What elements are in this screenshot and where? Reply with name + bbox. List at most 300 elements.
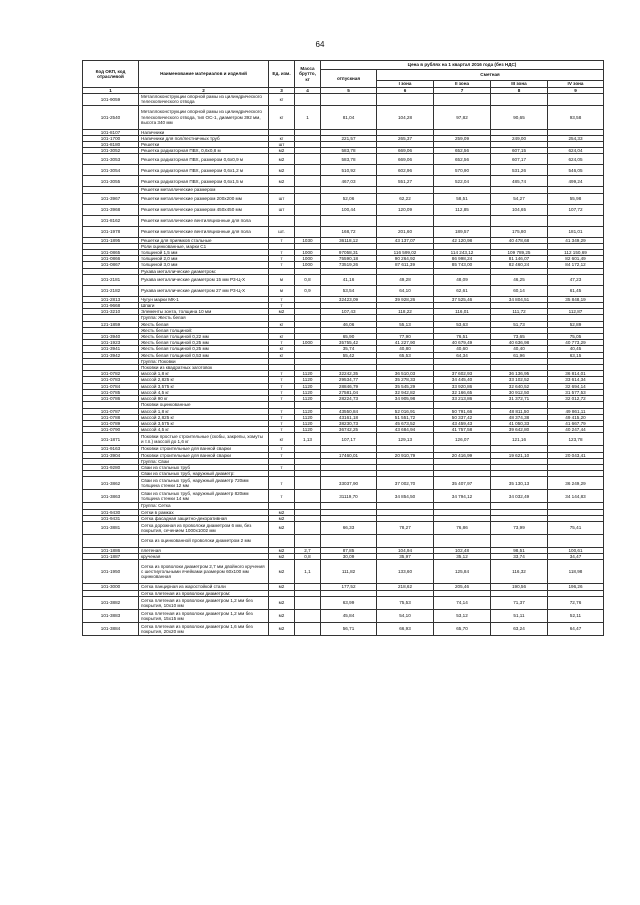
price-otpusk-cell: 55,42 <box>321 352 377 358</box>
price-zone-cell: 50 337,42 <box>434 414 491 420</box>
price-zone-cell: 546,05 <box>548 165 604 176</box>
code-cell: 101-0790 <box>83 427 139 433</box>
name-cell: Решетка радиаторная ПВХ, размером 0,6х1,2 м <box>139 165 269 176</box>
unit-cell: шт. <box>269 226 295 237</box>
table-row <box>83 340 604 346</box>
price-otpusk-cell: 65,90 <box>321 334 377 340</box>
table-row <box>83 414 604 420</box>
price-zone-cell: 607,15 <box>491 148 548 154</box>
price-zone-cell: 55,13 <box>377 321 434 327</box>
unit-cell: т <box>269 383 295 389</box>
unit-cell: кг <box>269 433 295 446</box>
price-zone-cell: 602,96 <box>377 165 434 176</box>
price-zone-cell: 74,14 <box>434 596 491 609</box>
mass-cell: 0,8 <box>295 274 321 285</box>
name-cell: Жесть белая толщиной 0,25 мм <box>139 340 269 346</box>
price-zone-cell: 37 002,70 <box>377 477 434 490</box>
name-cell: Группа: Сетка <box>139 503 269 509</box>
code-cell: 101-3862 <box>83 477 139 490</box>
price-zone-cell: 61,96 <box>491 352 548 358</box>
price-zone-cell: 41 349,29 <box>548 237 604 243</box>
code-cell: 101-3968 <box>83 204 139 215</box>
price-zone-cell: 34 032,49 <box>491 490 548 503</box>
price-zone-cell: 48 374,38 <box>491 414 548 420</box>
header-zone: I зона <box>377 81 434 88</box>
price-zone-cell: 39 928,26 <box>377 296 434 302</box>
name-cell: Решетки металлические вентиляционные для пола <box>139 226 269 237</box>
price-zone-cell: 531,26 <box>491 165 548 176</box>
price-zone-cell: 54,27 <box>491 193 548 204</box>
price-zone-cell: 522,04 <box>434 176 491 187</box>
code-cell: 101-3054 <box>83 165 139 176</box>
name-cell: массой 1,8 кг <box>139 371 269 377</box>
price-zone-cell <box>491 534 548 547</box>
code-cell: 101-9668 <box>83 303 139 309</box>
price-otpusk-cell: 168,72 <box>321 226 377 237</box>
name-cell: Поковки простые строительные (скобы, закрепы, хомуты и т.п.) массой до 1,6 кг <box>139 433 269 446</box>
price-zone-cell: 73,65 <box>491 334 548 340</box>
column-index: 4 <box>295 88 321 94</box>
mass-cell <box>295 490 321 503</box>
price-otpusk-cell: 583,78 <box>321 154 377 165</box>
name-cell: Роли оцинкованные, марки С1 <box>139 243 269 249</box>
table-row <box>83 193 604 204</box>
price-zone-cell: 47,23 <box>548 274 604 285</box>
price-otpusk-cell: 221,57 <box>321 135 377 141</box>
unit-cell: т <box>269 477 295 490</box>
name-cell: Рукава металлические диаметром: <box>139 268 269 274</box>
code-cell: 101-0785 <box>83 389 139 395</box>
price-zone-cell: 34 854,50 <box>377 490 434 503</box>
price-otpusk-cell: 27581,04 <box>321 389 377 395</box>
code-cell: 101-3210 <box>83 309 139 315</box>
price-zone-cell: 196,26 <box>548 584 604 590</box>
price-zone-cell: 97,82 <box>434 105 491 129</box>
price-otpusk-cell: 35755,42 <box>321 340 377 346</box>
price-zone-cell: 86 998,24 <box>434 256 491 262</box>
mass-cell <box>295 596 321 609</box>
table-row <box>83 237 604 243</box>
name-cell: плетеная <box>139 547 269 553</box>
unit-cell <box>269 534 295 547</box>
price-zone-cell: 175,80 <box>491 226 548 237</box>
price-zone-cell: 40 773,29 <box>548 340 604 346</box>
table-row <box>83 420 604 426</box>
price-zone-cell: 76,86 <box>434 521 491 534</box>
price-zone-cell: 55,98 <box>548 193 604 204</box>
table-row <box>83 477 604 490</box>
price-zone-cell: 82 601,49 <box>548 256 604 262</box>
code-cell: 101-3883 <box>83 609 139 622</box>
code-cell: 101-9280 <box>83 464 139 470</box>
price-zone-cell: 84 172,12 <box>548 262 604 268</box>
price-zone-cell: 71,37 <box>491 596 548 609</box>
unit-cell: м <box>269 274 295 285</box>
price-otpusk-cell: 583,78 <box>321 148 377 154</box>
table-row <box>83 204 604 215</box>
price-zone-cell: 112,85 <box>434 204 491 215</box>
price-zone-cell: 104,65 <box>491 204 548 215</box>
code-cell: 101-9431 <box>83 515 139 521</box>
price-zone-cell: 49 415,20 <box>548 414 604 420</box>
price-zone-cell: 41 050,33 <box>491 420 548 426</box>
name-cell: Рукава металлические диаметром 15 мм Р3-Ц-Х <box>139 274 269 285</box>
code-cell: 101-3881 <box>83 521 139 534</box>
mass-cell: 1030 <box>295 237 321 243</box>
column-index: 5 <box>321 88 377 94</box>
price-zone-cell: 33 614,34 <box>548 377 604 383</box>
unit-cell: м2 <box>269 515 295 521</box>
unit-cell: м2 <box>269 154 295 165</box>
code-cell: 101-9430 <box>83 509 139 515</box>
unit-cell: т <box>269 377 295 383</box>
price-zone-cell: 72,76 <box>548 596 604 609</box>
code-cell: 101-2540 <box>83 105 139 129</box>
unit-cell: т <box>269 296 295 302</box>
mass-cell: 1120 <box>295 427 321 433</box>
price-otpusk-cell <box>321 215 377 226</box>
price-zone-cell: 34 445,40 <box>434 377 491 383</box>
price-zone-cell: 35,97 <box>377 554 434 560</box>
unit-cell <box>269 215 295 226</box>
code-cell: 101-0782 <box>83 371 139 377</box>
price-zone-cell <box>548 215 604 226</box>
price-zone-cell: 624,04 <box>548 148 604 154</box>
price-zone-cell: 63,24 <box>491 622 548 635</box>
price-zone-cell: 201,60 <box>377 226 434 237</box>
name-cell: толщиной 1,5 мм <box>139 250 269 256</box>
price-zone-cell: 34,47 <box>548 554 604 560</box>
price-zone-cell: 52 016,91 <box>377 408 434 414</box>
name-cell: массой 1,8 кг <box>139 408 269 414</box>
name-cell: Сваи из стальных труб, наружный диаметр 720мм толщина стенки 12 мм <box>139 477 269 490</box>
table-row <box>83 408 604 414</box>
price-zone-cell: 111,72 <box>491 309 548 315</box>
table-row <box>83 105 604 129</box>
price-zone-cell: 73,99 <box>491 521 548 534</box>
column-index: 7 <box>434 88 491 94</box>
price-zone-cell: 32 012,72 <box>548 396 604 402</box>
code-cell: 101-2181 <box>83 274 139 285</box>
unit-cell: кг <box>269 334 295 340</box>
mass-cell: 2,7 <box>295 547 321 553</box>
column-index: 6 <box>377 88 434 94</box>
price-zone-cell: 98,51 <box>491 547 548 553</box>
price-otpusk-cell: 41,16 <box>321 274 377 285</box>
price-zone-cell: 62,61 <box>434 285 491 296</box>
price-zone-cell: 40,80 <box>377 346 434 352</box>
price-zone-cell: 607,17 <box>491 154 548 165</box>
name-cell: крученая <box>139 554 269 560</box>
name-cell: Поковки из квадратных заготовок <box>139 365 269 371</box>
price-otpusk-cell <box>321 534 377 547</box>
code-cell: 101-0783 <box>83 377 139 383</box>
price-otpusk-cell: 38230,73 <box>321 420 377 426</box>
name-cell: Решетки металлические размером <box>139 187 269 193</box>
price-zone-cell <box>491 94 548 105</box>
mass-cell: 1120 <box>295 408 321 414</box>
price-otpusk-cell: 87,85 <box>321 547 377 553</box>
price-zone-cell: 499,24 <box>548 176 604 187</box>
code-cell: 101-3942 <box>83 352 139 358</box>
price-otpusk-cell: 75590,18 <box>321 256 377 262</box>
name-cell: Сваи из стальных труб, наружный диаметр 820мм толщина стенки 14 мм <box>139 490 269 503</box>
price-otpusk-cell: 17460,01 <box>321 452 377 458</box>
price-zone-cell <box>548 534 604 547</box>
price-zone-cell: 116,01 <box>434 309 491 315</box>
code-cell: 101-0784 <box>83 383 139 389</box>
price-zone-cell: 109 789,25 <box>491 250 548 256</box>
unit-cell: м2 <box>269 622 295 635</box>
code-cell: 101-0786 <box>83 396 139 402</box>
price-zone-cell: 32 166,65 <box>434 389 491 395</box>
mass-cell: 0,9 <box>295 285 321 296</box>
mass-cell: 1,13 <box>295 433 321 446</box>
code-cell: 101-1700 <box>83 135 139 141</box>
price-zone-cell <box>491 215 548 226</box>
name-cell: Решетки металлические размером 450х450 мм <box>139 204 269 215</box>
table-row <box>83 609 604 622</box>
mass-cell: 0,8 <box>295 554 321 560</box>
price-zone-cell: 45 673,52 <box>377 420 434 426</box>
price-zone-cell: 104,94 <box>377 547 434 553</box>
code-cell: 101-1895 <box>83 237 139 243</box>
header-smetnaya: Сметная <box>377 70 604 81</box>
price-otpusk-cell: 28224,73 <box>321 396 377 402</box>
code-cell: 101-2182 <box>83 285 139 296</box>
price-zone-cell <box>434 94 491 105</box>
price-zone-cell <box>377 215 434 226</box>
unit-cell: кг <box>269 321 295 327</box>
code-cell <box>83 534 139 547</box>
price-zone-cell: 39 642,80 <box>491 427 548 433</box>
code-cell: 101-1923 <box>83 340 139 346</box>
price-zone-cell: 65,53 <box>377 352 434 358</box>
unit-cell: т <box>269 303 295 309</box>
price-zone-cell: 35,12 <box>434 554 491 560</box>
price-otpusk-cell: 29534,77 <box>321 377 377 383</box>
price-otpusk-cell: 81,04 <box>321 105 377 129</box>
price-zone-cell: 36 249,29 <box>548 477 604 490</box>
price-zone-cell <box>377 534 434 547</box>
code-cell: 101-0788 <box>83 414 139 420</box>
price-zone-cell: 189,57 <box>434 226 491 237</box>
price-zone-cell: 100,61 <box>548 547 604 553</box>
price-otpusk-cell: 111,82 <box>321 560 377 584</box>
unit-cell: т <box>269 446 295 452</box>
unit-cell: т <box>269 420 295 426</box>
name-cell: Группа: Поковки <box>139 358 269 364</box>
price-zone-cell: 51,11 <box>491 609 548 622</box>
code-cell: 101-3882 <box>83 596 139 609</box>
unit-cell: т <box>269 340 295 346</box>
unit-cell: кг <box>269 105 295 129</box>
price-zone-cell: 85 743,00 <box>434 262 491 268</box>
name-cell: массой 3,575 кг <box>139 383 269 389</box>
header-price-group: Цена в рублях на 1 квартал 2016 года (без НДС) <box>321 61 604 70</box>
price-otpusk-cell: 107,17 <box>321 433 377 446</box>
unit-cell: м2 <box>269 148 295 154</box>
header-unit: Ед. изм. <box>269 61 295 88</box>
price-zone-cell: 112 150,69 <box>548 250 604 256</box>
price-otpusk-cell: 43161,18 <box>321 414 377 420</box>
price-zone-cell: 82 460,24 <box>491 262 548 268</box>
mass-cell <box>295 622 321 635</box>
price-zone-cell: 32 942,82 <box>377 389 434 395</box>
code-cell: 101-8162 <box>83 215 139 226</box>
name-cell: Сетка плетеная из проволоки диаметром: <box>139 590 269 596</box>
price-zone-cell <box>548 94 604 105</box>
table-row <box>83 94 604 105</box>
column-index: 2 <box>139 88 269 94</box>
price-zone-cell: 43 137,07 <box>377 237 434 243</box>
table-row <box>83 396 604 402</box>
code-cell: 101-3967 <box>83 193 139 204</box>
unit-cell: т <box>269 396 295 402</box>
unit-cell: м2 <box>269 596 295 609</box>
price-zone-cell: 669,06 <box>377 154 434 165</box>
table-row <box>83 274 604 285</box>
price-zone-cell: 190,56 <box>491 584 548 590</box>
table-row <box>83 521 604 534</box>
price-otpusk-cell: 28846,79 <box>321 383 377 389</box>
price-zone-cell: 36 510,03 <box>377 371 434 377</box>
mass-cell <box>295 193 321 204</box>
price-zone-cell: 58,51 <box>434 193 491 204</box>
price-zone-cell: 34 144,83 <box>548 490 604 503</box>
price-zone-cell: 120,09 <box>377 204 434 215</box>
code-cell: 101-0789 <box>83 420 139 426</box>
code-cell: 101-0866 <box>83 256 139 262</box>
price-zone-cell: 90,65 <box>491 105 548 129</box>
price-zone-cell: 41 667,79 <box>548 420 604 426</box>
price-zone-cell: 51,73 <box>491 321 548 327</box>
price-zone-cell: 123,78 <box>548 433 604 446</box>
header-otpusk: отпускная <box>321 70 377 88</box>
price-otpusk-cell: 31119,70 <box>321 490 377 503</box>
unit-cell: т <box>269 452 295 458</box>
price-zone-cell: 652,56 <box>434 154 491 165</box>
price-zone-cell: 48,09 <box>434 274 491 285</box>
price-zone-cell: 114 243,12 <box>434 250 491 256</box>
code-cell: 101-1887 <box>83 554 139 560</box>
price-zone-cell: 31 372,71 <box>491 396 548 402</box>
price-otpusk-cell: 97058,31 <box>321 250 377 256</box>
price-zone-cell: 36 136,95 <box>491 371 548 377</box>
table-row <box>83 490 604 503</box>
code-cell: 101-3941 <box>83 346 139 352</box>
header-zone: II зона <box>434 81 491 88</box>
price-otpusk-cell: 30,09 <box>321 554 377 560</box>
price-otpusk-cell: 107,43 <box>321 309 377 315</box>
name-cell: Решетки металлические вентиляционные для пола <box>139 215 269 226</box>
mass-cell: 1120 <box>295 371 321 377</box>
price-otpusk-cell: 63,99 <box>321 596 377 609</box>
price-zone-cell: 652,56 <box>434 148 491 154</box>
price-zone-cell: 62,22 <box>377 193 434 204</box>
price-zone-cell: 116,32 <box>491 560 548 584</box>
price-otpusk-cell: 36118,12 <box>321 237 377 243</box>
name-cell: массой 90 кг <box>139 396 269 402</box>
code-cell: 101-1950 <box>83 560 139 584</box>
mass-cell <box>295 94 321 105</box>
mass-cell: 1000 <box>295 250 321 256</box>
code-cell: 121-1859 <box>83 321 139 327</box>
unit-cell: т <box>269 408 295 414</box>
price-zone-cell: 37 602,93 <box>434 371 491 377</box>
unit-cell: м2 <box>269 165 295 176</box>
price-otpusk-cell: 43550,84 <box>321 408 377 414</box>
price-zone-cell: 61,45 <box>548 285 604 296</box>
name-cell: Наличники <box>139 129 269 135</box>
price-otpusk-cell: 33037,90 <box>321 477 377 490</box>
price-zone-cell: 52,89 <box>548 321 604 327</box>
price-zone-cell: 41 757,58 <box>434 427 491 433</box>
mass-cell: 1 <box>295 105 321 129</box>
name-cell: Сетка фасадная защитно-декоративная <box>139 515 269 521</box>
name-cell: Рукава металлические диаметром 27 мм Р3-Ц-Х <box>139 285 269 296</box>
mass-cell: 1000 <box>295 262 321 268</box>
unit-cell: м2 <box>269 584 295 590</box>
table-row <box>83 250 604 256</box>
price-zone-cell: 102,48 <box>434 547 491 553</box>
price-zone-cell: 121,16 <box>491 433 548 446</box>
mass-cell: 1120 <box>295 377 321 383</box>
name-cell: Сетка плетеная из проволоки диаметром 1,6 мм без покрытия, 20х20 мм <box>139 622 269 635</box>
mass-cell <box>295 534 321 547</box>
price-zone-cell: 32 640,52 <box>491 383 548 389</box>
price-zone-cell: 49,28 <box>377 274 434 285</box>
code-cell: 101-3863 <box>83 490 139 503</box>
unit-cell: т <box>269 256 295 262</box>
name-cell: толщиной 3,0 мм <box>139 262 269 268</box>
price-zone-cell: 669,06 <box>377 148 434 154</box>
price-otpusk-cell: 100,44 <box>321 204 377 215</box>
table-header <box>83 61 604 94</box>
price-zone-cell: 53,12 <box>434 609 491 622</box>
price-zone-cell: 40 679,49 <box>434 340 491 346</box>
code-cell: 101-0867 <box>83 262 139 268</box>
price-zone-cell: 34 905,98 <box>377 396 434 402</box>
code-cell: 101-0865 <box>83 250 139 256</box>
name-cell: Решетка радиаторная ПВХ, размером 0,6х0,9 м <box>139 154 269 165</box>
code-cell: 101-3052 <box>83 148 139 154</box>
name-cell: Сетка дорожная из проволоки диаметром 6 мм, без покрытия, сечением 1000х1002 мм <box>139 521 269 534</box>
price-zone-cell: 41 227,90 <box>377 340 434 346</box>
header-zone: III зона <box>491 81 548 88</box>
name-cell: Группа: Жесть белая <box>139 315 269 321</box>
mass-cell <box>295 204 321 215</box>
unit-cell: м2 <box>269 509 295 515</box>
table-row <box>83 452 604 458</box>
price-zone-cell: 35 407,97 <box>434 477 491 490</box>
table-row <box>83 262 604 268</box>
price-zone-cell: 51 551,72 <box>377 414 434 420</box>
price-zone-cell: 40,40 <box>491 346 548 352</box>
price-zone-cell: 40 478,68 <box>491 237 548 243</box>
header-mass: Масса брутто, кг <box>295 61 321 88</box>
price-zone-cell: 90 264,92 <box>377 256 434 262</box>
price-zone-cell: 33,74 <box>491 554 548 560</box>
name-cell: Решетка радиаторная ПВХ, 0,6х0,8 м <box>139 148 269 154</box>
name-cell: Металлоконструкции опорной рамы из цилиндрического телескопического отвода, тип ОС-1, диаметром 392 мм, высота 340 мм <box>139 105 269 129</box>
unit-cell: т <box>269 262 295 268</box>
price-zone-cell: 33 920,86 <box>434 383 491 389</box>
header-name: Наименование материалов и изделий <box>139 61 269 88</box>
mass-cell: 1120 <box>295 420 321 426</box>
price-zone-cell: 181,01 <box>548 226 604 237</box>
price-zone-cell: 52,11 <box>548 609 604 622</box>
